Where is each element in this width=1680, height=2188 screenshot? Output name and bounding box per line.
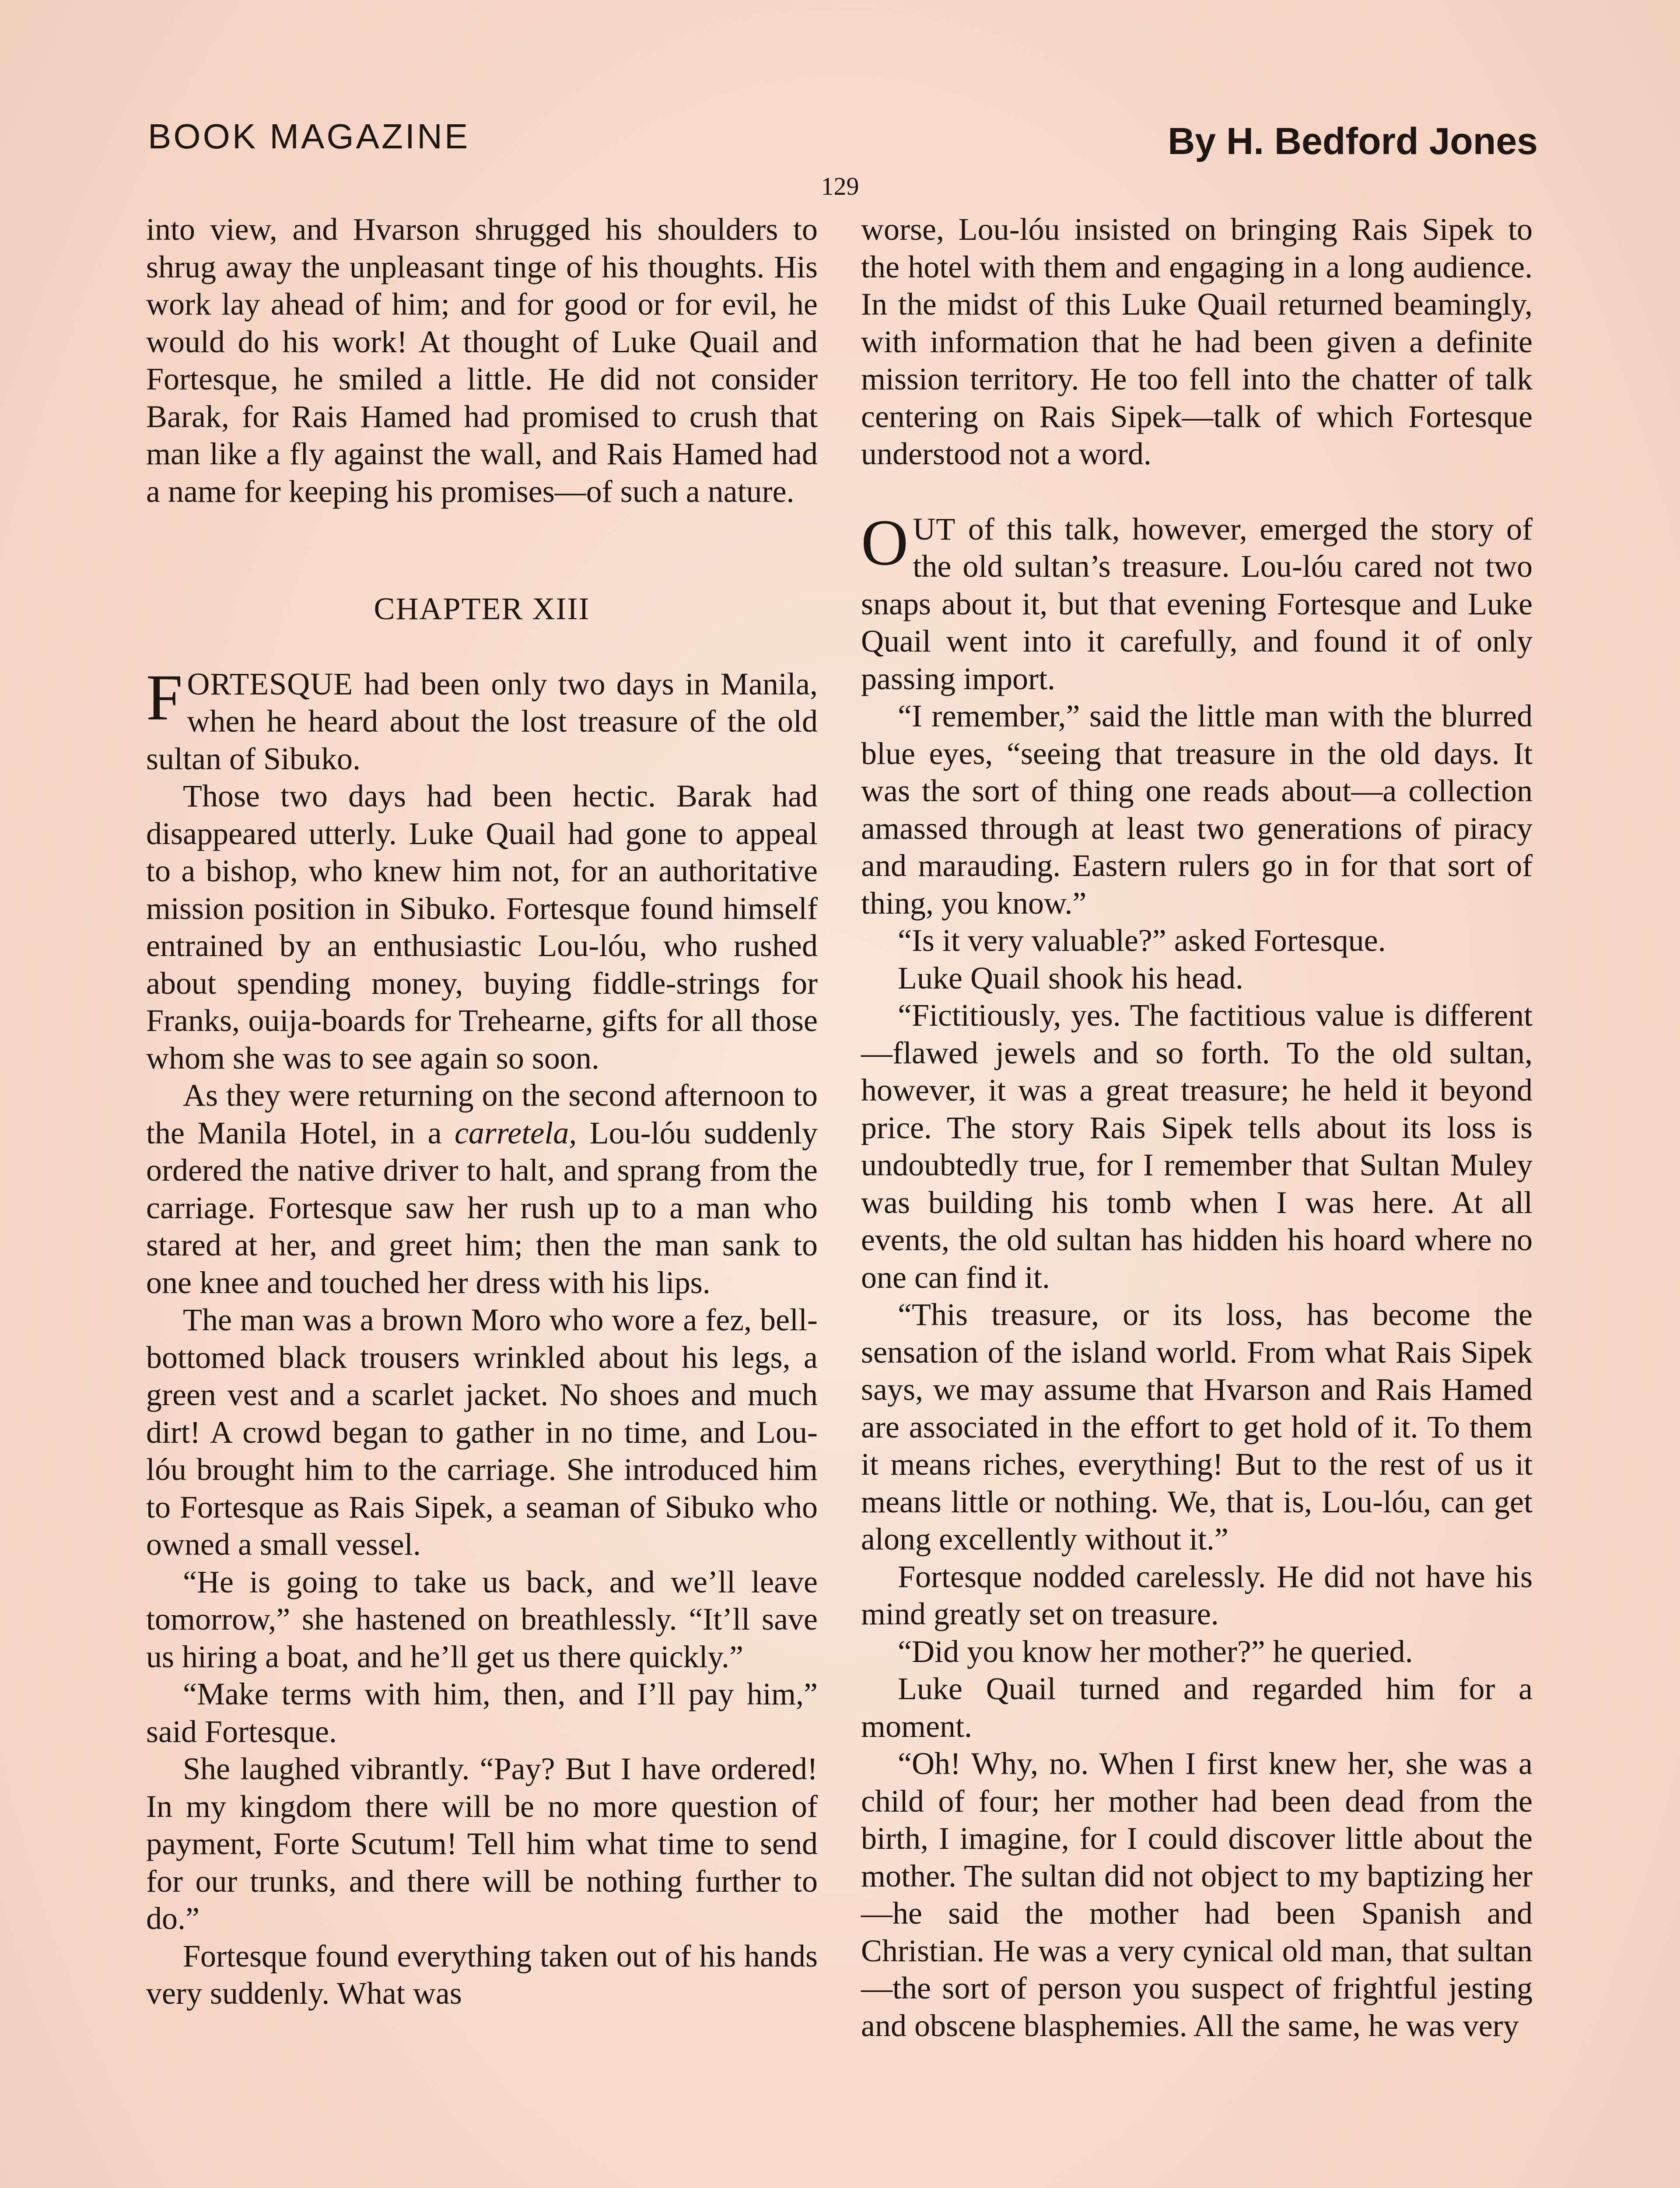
paragraph-text: Lou-lóu suddenly ordered the native driver to halt, and sprang from the carriage. Fortesque saw her rush up to a man who stared at her, and greet him; then the man sank to one knee and touched her dress with his lips. (146, 1115, 818, 1300)
paragraph: “Make terms with him, then, and I’ll pay him,” said Fortesque. (146, 1676, 818, 1749)
chapter-opening-paragraph (146, 661, 818, 778)
drop-cap: F (146, 661, 183, 734)
left-column (146, 211, 818, 2013)
paragraph: Fortesque nodded carelessly. He did not have his mind greatly set on treasure. (861, 1559, 1533, 1631)
paragraph-continued: worse, Lou-lóu insisted on bringing Rais Sipek to the hotel with them and engaging in a long audience. In the midst of this Luke Quail returned beamingly, with information that he had been given a definite mission territory. He too fell into the chatter of talk centering on Rais Sipek—talk of which Fortesque understood not a word. (861, 212, 1533, 471)
paragraph: “Oh! Why, no. When I first knew her, she was a child of four; her mother had been dead from the birth, I imagine, for I could discover little about the mother. The sultan did not object to my baptizing her—he said the mother had been Spanish and Christian. He was a very cynical old man, that sultan—the sort of person you suspect of frightful jesting and obscene blasphemies. All the same, he was very (861, 1746, 1533, 2043)
paragraph: She laughed vibrantly. “Pay? But I have ordered! In my kingdom there will be no more question of payment, Forte Scutum! Tell him what time to send for our trunks, and there will be nothing further to do.” (146, 1751, 818, 1936)
paragraph: “Is it very valuable?” asked Fortesque. (898, 923, 1386, 958)
right-column (861, 211, 1533, 2044)
paragraph: “I remember,” said the little man with the blurred blue eyes, “seeing that treasure in the old days. It was the sort of thing one reads about—a collection amassed through at least two generations of piracy and marauding. Eastern rulers go in for that sort of thing, you know.” (861, 698, 1533, 921)
running-head-magazine: BOOK MAGAZINE (148, 117, 470, 156)
chapter-heading: CHAPTER XIII (374, 591, 590, 626)
drop-cap: O (861, 506, 909, 579)
paragraph: “Did you know her mother?” he queried. (898, 1634, 1413, 1669)
opening-caps: UT (913, 511, 956, 547)
paragraph: “Fictitiously, yes. The factitious value is different—flawed jewels and so forth. To the old sultan, however, it was a great treasure; he held it beyond price. The story Rais Sipek tells about its loss is undoubtedly true, for I remember that Sultan Muley was building his tomb when I was here. At all events, the old sultan has hidden his hoard where no one can find it. (861, 998, 1533, 1295)
paragraph: Those two days had been hectic. Barak had disappeared utterly. Luke Quail had gone to appeal to a bishop, who knew him not, for an authoritative mission position in Sibuko. Fortesque found himself entrained by an enthusiastic Lou-lóu, who rushed about spending money, buying fiddle-strings for Franks, ouija-boards for Trehearne, gifts for all those whom she was to see again so soon. (146, 778, 818, 1076)
paragraph: Luke Quail turned and regarded him for a moment. (861, 1671, 1533, 1744)
paragraph-continued: into view, and Hvarson shrugged his shoulders to shrug away the unpleasant tinge of his thoughts. His work lay ahead of him; and for good or for evil, he would do his work! At thought of Luke Quail and Fortesque, he smiled a little. He did not consider Barak, for Rais Hamed had promised to crush that man like a fly against the wall, and Rais Hamed had a name for keeping his promises—of such a nature. (146, 212, 818, 509)
section-break (861, 473, 1533, 511)
running-head-author: By H. Bedford Jones (1168, 120, 1538, 162)
paragraph-text: As they were returning on the second afternoon to the Manila Hotel, in a (146, 1078, 818, 1150)
section-opening-paragraph (861, 506, 1533, 698)
opening-text: of this talk, however, emerged the story of the old sultan’s treasure. Lou-lóu cared not two snaps about it, but that evening Fortesque and Luke Quail went into it carefully, and found it of only passing import. (861, 511, 1533, 696)
paragraph: “He is going to take us back, and we’ll leave tomorrow,” she hastened on breathlessly. “It’ll save us hiring a boat, and he’ll get us there quickly.” (146, 1564, 818, 1674)
paragraph: Fortesque found everything taken out of his hands very suddenly. What was (146, 1938, 818, 2011)
opening-caps: ORTESQUE (187, 666, 354, 701)
opening-text: had been only two days in Manila, when he heard about the lost treasure of the old sultan of Sibuko. (146, 666, 818, 776)
paragraph: Luke Quail shook his head. (898, 960, 1243, 996)
italic-word: carretela, (454, 1115, 577, 1150)
paragraph: “This treasure, or its loss, has become the sensation of the island world. From what Rais Sipek says, we may assume that Hvarson and Rais Hamed are associated in the effort to get hold of it. To them it means riches, everything! But to the rest of us it means little or nothing. We, that is, Lou-lóu, can get along excellently without it.” (861, 1297, 1533, 1557)
paragraph (146, 1077, 818, 1301)
paragraph: The man was a brown Moro who wore a fez, bell-bottomed black trousers wrinkled about his legs, a green vest and a scarlet jacket. No shoes and much dirt! A crowd began to gather in no time, and Lou-lóu brought him to the carriage. She introduced him to Fortesque as Rais Sipek, a seaman of Sibuko who owned a small vessel. (146, 1302, 818, 1562)
page-number: 129 (821, 172, 859, 200)
